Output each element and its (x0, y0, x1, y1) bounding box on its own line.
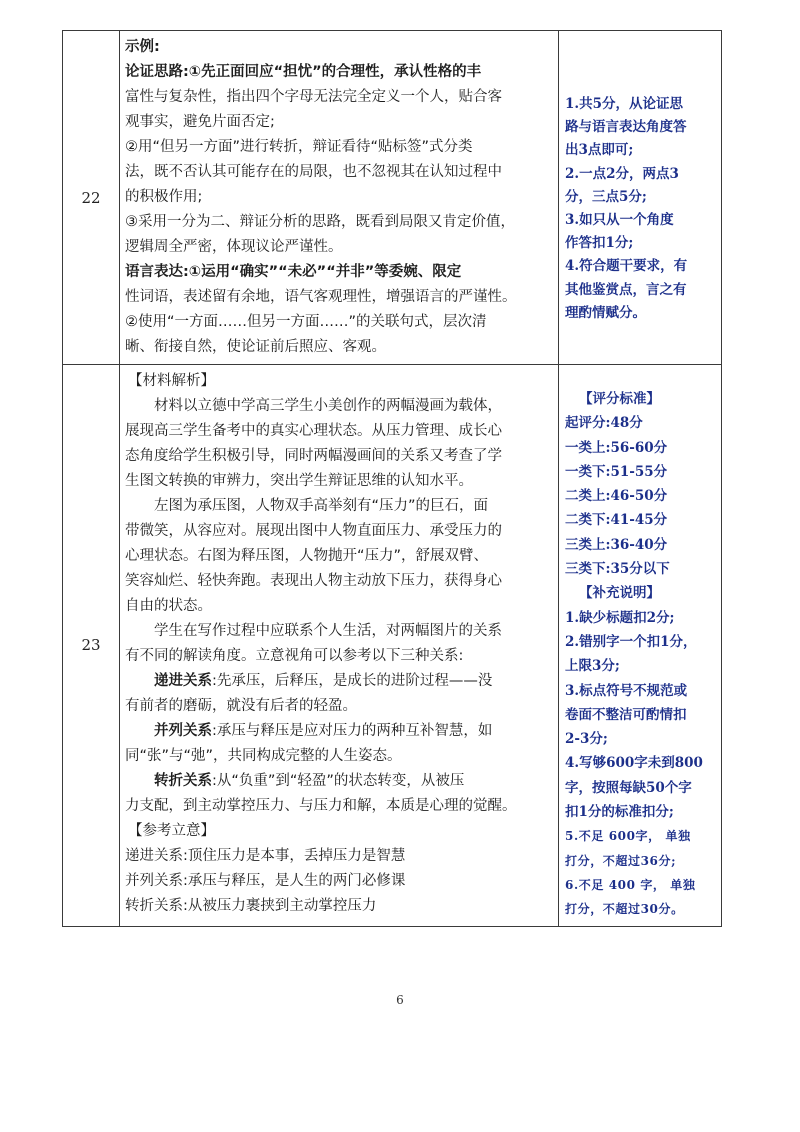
scoring-cell (559, 365, 722, 927)
page-number: 6 (396, 993, 404, 1007)
text-line: 的积极作用; (125, 189, 203, 205)
scoring-line: 一类下:51-55分 (565, 463, 668, 480)
answer-content-cell (120, 365, 559, 927)
scoring-line: 打分，不超过30分。 (565, 902, 684, 917)
scoring-heading: 【补充说明】 (579, 585, 660, 602)
scoring-line: 字，按照每缺50个字 (565, 779, 692, 796)
scoring-line: 3.如只从一个角度 (565, 212, 674, 229)
text-line: 【参考立意】 (128, 823, 215, 839)
scoring-line: 理酌情赋分。 (565, 304, 646, 321)
text-line: 晰、衔接自然，使论证前后照应、客观。 (125, 339, 386, 355)
scoring-line: 三类下:35分以下 (565, 561, 670, 578)
scoring-line: 打分，不超过36分; (565, 853, 677, 868)
text-line: 有前者的磨砺，就没有后者的轻盈。 (125, 698, 357, 714)
scoring-line: 5.不足 600字， 单独 (565, 829, 691, 844)
text-line: 并列关系:承压与释压，是人生的两门必修课 (125, 873, 406, 889)
text-line: ②使用“一方面……但另一方面……”的关联句式，层次清 (125, 314, 487, 330)
scoring-line: 3.标点符号不规范或 (565, 682, 688, 699)
scoring-line: 作答扣1分; (565, 235, 634, 252)
question-number-cell (63, 365, 120, 927)
text-line: 论证思路:①先正面回应“担忧”的合理性，承认性格的丰 (125, 64, 482, 80)
scoring-line: 2-3分; (565, 731, 608, 748)
question-number: 22 (81, 188, 101, 207)
text-line: 性词语，表述留有余地，语气客观理性，增强语言的严谨性。 (125, 289, 517, 305)
text-line: 递进关系:顶住压力是本事，丢掉压力是智慧 (125, 848, 406, 864)
scoring-line: 三类上:36-40分 (565, 536, 668, 553)
table-row-23 (63, 365, 722, 927)
scoring-line: 其他鉴赏点，言之有 (565, 281, 687, 298)
text-line: 笑容灿烂、轻快奔跑。表现出人物主动放下压力，获得身心 (125, 573, 502, 589)
text-line: 有不同的解读角度。立意视角可以参考以下三种关系: (125, 648, 464, 664)
text-line: 转折关系:从被压力裹挟到主动掌控压力 (125, 898, 377, 914)
text-line: 材料以立德中学高三学生小美创作的两幅漫画为载体， (154, 398, 502, 414)
table-row-22 (63, 31, 722, 365)
scoring-line: 卷面不整洁可酌情扣 (565, 706, 687, 723)
text-line: 态角度给学生积极引导，同时两幅漫画间的关系又考查了学 (125, 448, 502, 464)
text-line: 递进关系:先承压，后释压，是成长的进阶过程——没 (154, 673, 493, 689)
text-line: 【材料解析】 (128, 373, 215, 389)
text-line: 生图文转换的审辨力，突出学生辩证思维的认知水平。 (125, 473, 473, 489)
text-line: 带微笑，从容应对。展现出图中人物直面压力、承受压力的 (125, 523, 502, 539)
text-line: 观事实，避免片面否定; (125, 114, 275, 130)
question-number-cell (63, 31, 120, 365)
text-line: 左图为承压图，人物双手高举刻有“压力”的巨石，面 (154, 498, 489, 514)
text-line: 学生在写作过程中应联系个人生活，对两幅图片的关系 (154, 623, 502, 639)
scoring-line: 4.写够600字未到800 (565, 755, 703, 772)
scoring-line: 4.符合题干要求，有 (565, 258, 688, 275)
scoring-line: 扣1分的标准扣分; (565, 804, 674, 821)
answer-table (62, 30, 722, 927)
text-line: 逻辑周全严密，体现议论严谨性。 (125, 239, 343, 255)
scoring-line: 上限3分; (565, 658, 620, 675)
text-line: 示例: (125, 39, 160, 55)
text-line: 心理状态。右图为释压图，人物抛开“压力”，舒展双臂、 (125, 548, 489, 564)
text-line: 转折关系:从“负重”到“轻盈”的状态转变，从被压 (154, 773, 465, 789)
scoring-line: 二类下:41-45分 (565, 512, 668, 529)
scoring-line: 分，三点5分; (565, 188, 647, 205)
scoring-line: 1.共5分，从论证思 (565, 96, 683, 112)
text-line: 富性与复杂性，指出四个字母无法完全定义一个人，贴合客 (125, 89, 502, 105)
scoring-line: 路与语言表达角度答 (565, 119, 687, 136)
text-line: 同“张”与“弛”，共同构成完整的人生姿态。 (125, 748, 402, 764)
scoring-line: 一类上:56-60分 (565, 439, 668, 456)
text-line: ②用“但另一方面”进行转折，辩证看待“贴标签”式分类 (125, 139, 473, 155)
text-line: 法，既不否认其可能存在的局限，也不忽视其在认知过程中 (125, 164, 502, 180)
scoring-cell (559, 31, 722, 365)
scoring-line: 1.缺少标题扣2分; (565, 609, 675, 626)
scoring-heading: 【评分标准】 (579, 391, 660, 407)
question-number: 23 (81, 636, 101, 655)
text-line: ③采用一分为二、辩证分析的思路，既看到局限又肯定价值， (125, 214, 515, 230)
text-line: 展现高三学生备考中的真实心理状态。从压力管理、成长心 (125, 423, 502, 439)
answer-content-cell (120, 31, 559, 365)
scoring-line: 6.不足 400 字， 单独 (565, 877, 696, 892)
text-line: 力支配，到主动掌控压力、与压力和解，本质是心理的觉醒。 (125, 798, 517, 814)
scoring-line: 2.一点2分，两点3 (565, 165, 679, 182)
scoring-line: 出3点即可; (565, 142, 634, 159)
text-line: 语言表达:①运用“确实”“未必”“并非”等委婉、限定 (125, 264, 462, 280)
scoring-line: 2.错别字一个扣1分， (565, 633, 697, 650)
text-line: 并列关系:承压与释压是应对压力的两种互补智慧，如 (154, 723, 493, 739)
text-line: 自由的状态。 (125, 598, 212, 614)
scoring-line: 起评分:48分 (565, 415, 643, 432)
scoring-line: 二类上:46-50分 (565, 488, 668, 505)
